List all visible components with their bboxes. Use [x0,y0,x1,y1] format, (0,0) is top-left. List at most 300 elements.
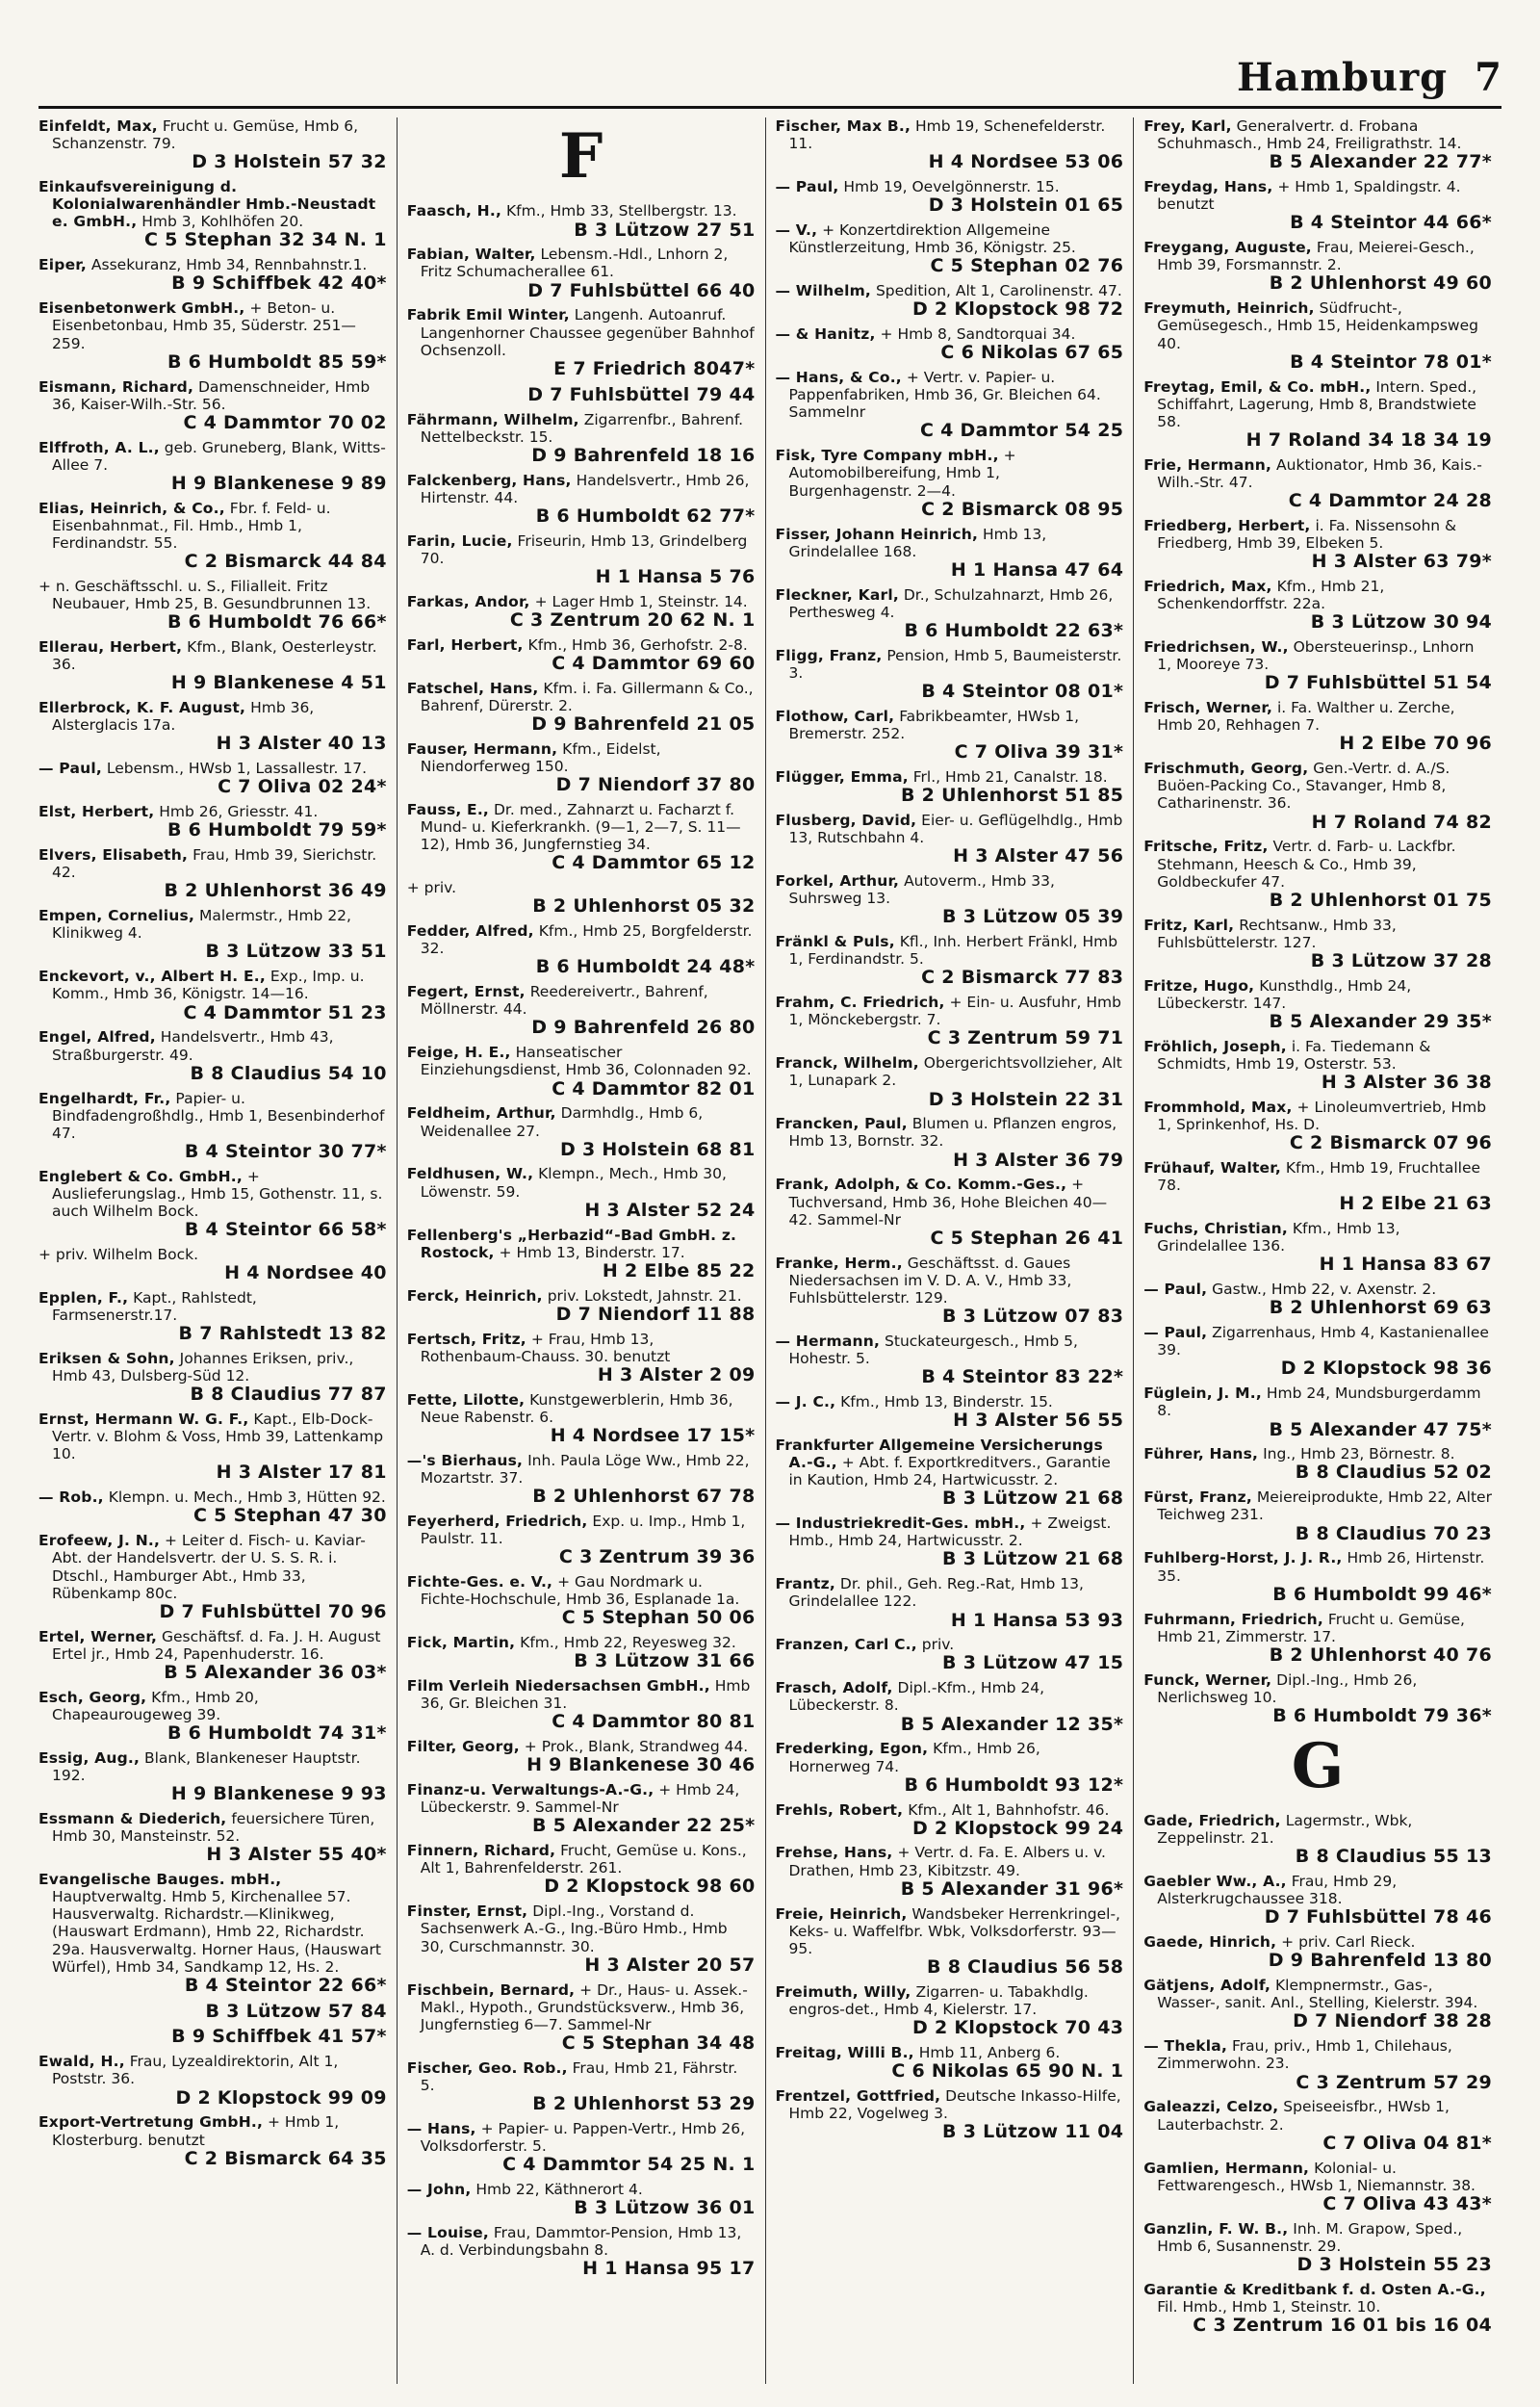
entry-details: Handelsvertr., Hmb 26, Hirtenstr. 44. [420,471,750,506]
entry-details: Eier- u. Geflügelhdlg., Hmb 13, Rutschbahn 4. [788,811,1123,846]
directory-entry [776,221,1124,277]
entry-text [1143,1549,1492,1584]
entry-text [38,1246,387,1263]
entry-text [1143,1611,1492,1645]
entry-text [407,1331,756,1365]
entry-text [776,1333,1124,1367]
directory-entry [776,1514,1124,1570]
entry-text [1143,1933,1492,1951]
entry-phone: B 6 Humboldt 79 36* [1272,1704,1492,1726]
directory-entry [38,1532,387,1622]
entry-details: Frau, priv., Hmb 1, Chilehaus, Zimmerwohn. 23. [1157,2037,1452,2073]
entry-text [776,1679,1124,1714]
entry-name: Esch, Georg, [38,1688,147,1706]
directory-entry [776,586,1124,642]
directory-entry [407,1902,756,1976]
entry-text [776,447,1124,499]
entry-details: Malermstr., Hmb 22, Klinikweg 4. [52,907,351,943]
directory-entry [1143,2037,1492,2093]
entry-phone: C 3 Zentrum 39 36 [558,1546,756,1568]
entry-name: Englebert & Co. GmbH., [38,1167,243,1185]
entry-details: Wandsbeker Herrenkringel-, Keks- u. Waffelfbr. Wbk, Volksdorferstr. 93—95. [788,1904,1120,1957]
entry-phone: B 8 Claudius 54 10 [190,1062,387,1084]
entry-text [776,1054,1124,1089]
entry-text [38,1350,387,1385]
entry-text [38,1168,387,1220]
entry-phone: B 4 Steintor 30 77* [184,1140,387,1162]
entry-phone: H 9 Blankenese 9 93 [170,1783,387,1805]
entry-details: Kapt., Rahlstedt, Farmsenerstr.17. [52,1288,257,1325]
entry-name: Fellenberg's „Herbazid“-Bad GmbH. z. Rostock, [406,1226,737,1261]
entry-name: — & Hanitz, [775,325,876,344]
entry-name: Frisch, Werner, [1143,699,1273,717]
entry-phone: D 3 Holstein 68 81 [559,1138,756,1160]
entry-name: Ellerbrock, K. F. August, [38,699,246,717]
entry-phone: H 3 Alster 40 13 [216,733,387,755]
entry-phone: B 2 Uhlenhorst 51 85 [900,785,1124,807]
entry-name: Einfeldt, Max, [38,117,158,135]
entry-phone: D 7 Fuhlsbüttel 78 46 [1264,1906,1492,1928]
entry-name: Epplen, F., [38,1288,129,1307]
entry-text [776,1801,1124,1819]
entry-text [1143,578,1492,612]
entry-details: + Hmb 8, Sandtorquai 34. [880,325,1076,344]
entry-name: Fauser, Hermann, [406,739,558,758]
entry-details: Klempn., Mech., Hmb 30, Löwenstr. 59. [420,1165,727,1201]
entry-text [407,879,756,896]
entry-phone: C 4 Dammtor 80 81 [552,1711,756,1733]
directory-entry [1143,638,1492,694]
entry-text [776,1636,1124,1653]
column-4 [1133,117,1502,2384]
directory-entry [1143,1977,1492,2032]
directory-entry [407,1104,756,1160]
directory-entry [1143,299,1492,373]
directory-entry [38,299,387,373]
entry-text [776,1436,1124,1488]
entry-phone: C 3 Zentrum 20 62 N. 1 [509,608,756,631]
entry-name: Galeazzi, Celzo, [1143,2098,1279,2116]
directory-entry [1143,699,1492,755]
entry-details: Frau, Meierei-Gesch., Hmb 39, Forsmannstr. 2. [1157,239,1475,274]
entry-phone: D 7 Fuhlsbüttel 51 54 [1264,672,1492,694]
entry-details: + Prok., Blank, Strandweg 44. [524,1738,749,1756]
entry-phone: C 5 Stephan 47 30 [193,1505,387,1527]
directory-entry [407,879,756,918]
entry-text [407,532,756,567]
entry-text [38,439,387,474]
directory-entry [407,1634,756,1672]
directory-entry [1143,517,1492,573]
entry-text [1143,2220,1492,2255]
entry-details: Dr. phil., Geh. Reg.-Rat, Hmb 13, Grindelallee 122. [788,1575,1084,1611]
directory-entry [407,636,756,675]
entry-text [1143,517,1492,552]
entry-phone: D 3 Holstein 01 65 [928,194,1124,217]
entry-phone: B 5 Alexander 22 25* [531,1815,756,1837]
entry-text [776,325,1124,343]
entry-phone: C 7 Oliva 02 24* [218,776,387,798]
entry-text [38,1810,387,1845]
directory-entry [1143,1099,1492,1154]
directory-entry [776,1740,1124,1796]
entry-details: Hauptverwaltg. Hmb 5, Kirchenallee 57. Hausverwaltg. Richardstr.—Klinikweg, (Hauswart Erdmann), Hmb 22, Richardstr. 29a. Hausverwaltg. Horner Haus, (Hauswart Würfel), Hmb 34, Sandkamp 12, Hs. 2. [52,1888,381,1976]
entry-details: Kfl., Inh. Herbert Fränkl, Hmb 1, Ferdinandstr. 5. [788,933,1118,969]
entry-details: Spedition, Alt 1, Carolinenstr. 47. [875,282,1122,300]
directory-entry [407,1287,756,1326]
entry-text [1143,1488,1492,1523]
entry-details: Pension, Hmb 5, Baumeisterstr. 3. [788,646,1122,682]
directory-entry [1143,117,1492,173]
entry-text [1143,1220,1492,1255]
entry-name: Fuhrmann, Friedrich, [1143,1610,1323,1628]
entry-phone: B 5 Alexander 22 77* [1269,151,1492,173]
directory-entry [38,2053,387,2109]
entry-name: — John, [406,2180,472,2198]
entry-details: + Vertr. v. Papier- u. Pappenfabriken, Hmb 36, Gr. Bleichen 64. Sammelnr [788,369,1101,422]
entry-phone: B 3 Lützow 31 66 [574,1650,756,1672]
entry-details: Kunstgewerblerin, Hmb 36, Neue Rabenstr. 6. [420,1390,733,1426]
entry-name: Elias, Heinrich, & Co., [38,499,225,517]
entry-text [38,378,387,413]
entry-details: geb. Gruneberg, Blank, Witts-Allee 7. [52,438,386,474]
entry-phone: C 5 Stephan 32 34 N. 1 [143,229,387,251]
entry-details: Zigarren- u. Tabakhdlg. engros-det., Hmb 4, Kielerstr. 17. [788,1982,1089,2018]
entry-phone: D 2 Klopstock 98 72 [911,298,1124,321]
entry-phone: D 7 Fuhlsbüttel 70 96 [159,1600,387,1622]
entry-phone: C 2 Bismarck 44 84 [184,551,387,573]
directory-entry [38,439,387,495]
entry-text [38,638,387,673]
directory-entry [407,593,756,632]
entry-name: Engelhardt, Fr., [38,1089,171,1107]
directory-entry [407,1513,756,1568]
entry-text [38,500,387,552]
entry-phone: C 5 Stephan 26 41 [930,1227,1124,1249]
entry-phone: H 3 Alster 36 79 [953,1149,1124,1171]
entry-name: Falckenberg, Hans, [406,471,572,489]
entry-name: Führer, Hans, [1143,1445,1259,1463]
entry-text [38,299,387,351]
directory-entry [1143,1281,1492,1319]
directory-entry [38,1246,387,1284]
entry-name: Farl, Herbert, [406,635,524,654]
entry-text [407,1104,756,1139]
entry-phone: B 3 Lützow 30 94 [1310,611,1492,634]
entry-phone: B 6 Humboldt 22 63* [904,619,1124,641]
entry-name: Fedder, Alfred, [406,922,534,941]
entry-name: Gade, Friedrich, [1143,1812,1281,1830]
entry-name: Friedrichsen, W., [1143,638,1289,656]
directory-entry [407,1331,756,1386]
entry-name: Empen, Cornelius, [38,907,195,925]
directory-entry [407,472,756,528]
entry-phone: B 3 Lützow 27 51 [574,219,756,241]
entry-phone: H 3 Alster 63 79* [1311,551,1492,573]
entry-name: Film Verleih Niedersachsen GmbH., [406,1677,710,1695]
entry-phone: D 3 Holstein 55 23 [1296,2253,1492,2275]
entry-name: —'s Bierhaus, [406,1451,524,1469]
entry-phone: H 3 Alster 47 56 [953,845,1124,867]
entry-details: Rechtsanw., Hmb 33, Fuhlsbüttelerstr. 127. [1157,916,1397,951]
entry-phone: C 2 Bismarck 64 35 [184,2147,387,2169]
directory-entry [776,1176,1124,1249]
entry-name: Enckevort, v., Albert H. E., [38,968,266,986]
entry-text [38,760,387,777]
entry-details: Dipl.-Ing., Hmb 26, Nerlichsweg 10. [1157,1670,1418,1706]
entry-name: — Paul, [1143,1324,1208,1342]
entry-phone: H 3 Alster 36 38 [1321,1072,1492,1094]
directory-entry [776,708,1124,764]
directory-entry [38,2002,387,2023]
entry-details: Hmb 22, Käthnerort 4. [475,2180,643,2198]
entry-details: Autoverm., Hmb 33, Suhrsweg 13. [788,871,1055,908]
entry-phone: B 3 Lützow 11 04 [942,2121,1124,2143]
directory-entry [38,1488,387,1527]
entry-name: Franke, Herm., [775,1254,903,1272]
entry-text [38,117,387,152]
directory-entry [407,532,756,588]
entry-text [407,1165,756,1200]
entry-text [407,1391,756,1426]
directory-entry [1143,2281,1492,2337]
entry-phone: C 4 Dammtor 54 25 [919,420,1124,442]
entry-name: — Paul, [775,178,839,196]
directory-entry [776,768,1124,807]
entry-details: Kfm., Blank, Oesterleystr. 36. [52,638,377,674]
entry-phone: B 3 Lützow 21 68 [942,1488,1124,1510]
entry-phone: C 4 Dammtor 69 60 [552,652,756,674]
entry-text [407,1677,756,1712]
entry-text [407,922,756,957]
entry-phone: B 2 Uhlenhorst 67 78 [532,1486,756,1508]
entry-text [1143,977,1492,1012]
entry-text [407,2224,756,2259]
entry-text [1143,1281,1492,1298]
entry-phone: B 4 Steintor 83 22* [921,1366,1124,1388]
entry-name: Frankfurter Allgemeine Versicherungs A.-G., [775,1436,1103,1472]
entry-text [1143,1324,1492,1359]
entry-name: Fichte-Ges. e. V., [406,1573,553,1592]
entry-name: — Hermann, [775,1332,881,1350]
directory-entry [407,2059,756,2115]
entry-details: Lebensm., HWsb 1, Lassallestr. 17. [106,760,368,778]
entry-phone: H 1 Hansa 47 64 [950,558,1124,581]
entry-text [776,933,1124,968]
entry-text [776,526,1124,560]
entry-details: Geschäftsst. d. Gaues Niedersachsen im V. D. A. V., Hmb 33, Fuhlsbüttelerstr. 129. [788,1254,1072,1307]
entry-name: Eiper, [38,256,87,274]
entry-details: Inh. Paula Löge Ww., Hmb 22, Mozartstr. 37. [420,1451,750,1487]
entry-text [1143,117,1492,152]
entry-details: i. Fa. Tiedemann & Schmidts, Hmb 19, Osterstr. 53. [1157,1037,1431,1073]
entry-details: + Frau, Hmb 13, Rothenbaum-Chauss. 30. benutzt [420,1330,671,1365]
entry-details: Deutsche Inkasso-Hilfe, Hmb 22, Vogelweg 3. [788,2086,1121,2122]
entry-name: Gaebler Ww., A., [1143,1873,1287,1891]
entry-text [38,578,387,612]
entry-name: Export-Vertretung GmbH., [38,2113,264,2132]
entry-name: Frank, Adolph, & Co. Komm.-Ges., [775,1176,1067,1194]
entry-text [1143,1385,1492,1419]
entry-details: Lebensm.-Hdl., Lnhorn 2, Fritz Schumacherallee 61. [420,246,729,281]
entry-details: Blank, Blankeneser Hauptstr. 192. [52,1748,361,1784]
directory-entry [776,1333,1124,1388]
entry-phone: B 4 Steintor 66 58* [184,1219,387,1241]
entry-name: Fleckner, Karl, [775,585,899,604]
entry-phone: B 3 Lützow 37 28 [1310,949,1492,971]
entry-details: Hmb 24, Mundsburgerdamm 8. [1157,1385,1481,1420]
entry-phone: H 7 Roland 34 18 34 19 [1245,428,1492,451]
entry-details: + Abt. f. Exportkreditvers., Garantie in Kaution, Hmb 24, Hartwicusstr. 2. [788,1454,1111,1489]
entry-text [38,1411,387,1462]
entry-name: Elvers, Elisabeth, [38,846,189,865]
entry-phone: H 3 Alster 2 09 [597,1363,756,1385]
entry-name: Fabrik Emil Winter, [406,306,570,324]
entry-text [776,1905,1124,1957]
entry-details: + Tuchversand, Hmb 36, Hohe Bleichen 40—42. Sammel-Nr [788,1176,1108,1229]
entry-details: + Automobilbereifung, Hmb 1, Burgenhagenstr. 2—4. [788,447,1016,500]
entry-details: Hmb 36, Gr. Bleichen 31. [420,1677,751,1713]
entry-phone: B 2 Uhlenhorst 69 63 [1269,1297,1492,1319]
entry-name: Franck, Wilhelm, [775,1054,919,1073]
entry-details: Frucht, Gemüse u. Kons., Alt 1, Bahrenfelderstr. 261. [420,1842,747,1877]
entry-text [1143,1159,1492,1194]
entry-phone: C 2 Bismarck 07 96 [1289,1132,1492,1154]
entry-name: Fischer, Max B., [775,117,911,135]
entry-name: Farkas, Andor, [406,592,530,610]
directory-entry [776,1255,1124,1328]
entry-name: Fuhlberg-Horst, J. J. R., [1143,1549,1343,1567]
entry-phone: B 6 Humboldt 74 31* [167,1721,387,1744]
entry-text [776,117,1124,152]
entry-text [1143,2281,1492,2316]
entry-phone: B 9 Schiffbek 42 40* [171,272,387,295]
entry-name: Fick, Martin, [406,1634,516,1652]
entry-name: Freimuth, Willy, [775,1982,911,2001]
entry-details: Kfm., Hmb 36, Gerhofstr. 2-8. [527,635,748,654]
entry-name: Frentzel, Gottfried, [775,2086,941,2105]
entry-details: Kfm., Hmb 33, Stellbergstr. 13. [505,202,737,220]
entry-text [407,472,756,506]
entry-text [1143,638,1492,673]
entry-phone: B 5 Alexander 36 03* [164,1661,387,1683]
entry-text [776,812,1124,846]
entry-phone: B 6 Humboldt 62 77* [535,505,756,527]
entry-name: Frantz, [775,1575,835,1593]
directory-entry [1143,239,1492,295]
directory-entry [776,1844,1124,1900]
directory-entry [407,1781,756,1837]
directory-entry [407,922,756,978]
entry-text [38,1749,387,1784]
entry-details: + Hmb 13, Binderstr. 17. [499,1243,685,1261]
entry-phone: H 2 Elbe 85 22 [602,1259,756,1281]
entry-phone: H 1 Hansa 5 76 [595,565,756,587]
entry-text [776,768,1124,786]
entry-details: Hmb 26, Griesstr. 41. [159,803,319,821]
entry-phone: C 4 Dammtor 24 28 [1288,489,1492,511]
entry-details: Südfrucht-, Gemüsegesch., Hmb 15, Heidenkampsweg 40. [1157,299,1478,352]
directory-entry [1143,1220,1492,1276]
entry-phone: B 6 Humboldt 79 59* [167,819,387,841]
entry-name: Evangelische Bauges. mbH., [38,1871,282,1888]
entry-name: Frie, Hermann, [1143,455,1272,474]
entry-name: — V., [775,221,818,240]
directory-entry [38,2113,387,2169]
entry-details: Frucht u. Gemüse, Hmb 21, Zimmerstr. 17. [1157,1610,1465,1645]
entry-phone: C 5 Stephan 34 48 [561,2032,756,2054]
page-header [38,46,1502,100]
entry-details: Exp., Imp. u. Komm., Hmb 36, Königstr. 14—16. [52,968,365,1003]
directory-entry [38,1289,387,1345]
column-3 [765,117,1134,2384]
entry-phone: D 7 Fuhlsbüttel 66 40 [527,279,756,301]
directory-entry [1143,178,1492,234]
entry-details: Hmb 11, Anberg 6. [918,2043,1061,2061]
entry-phone: B 3 Lützow 05 39 [942,906,1124,928]
entry-phone: H 3 Alster 17 81 [216,1462,387,1484]
entry-details: Kfm., Hmb 13, Binderstr. 15. [840,1392,1053,1411]
entry-details: + Linoleumvertrieb, Hmb 1, Sprinkenhof, Hs. D. [1157,1098,1487,1134]
directory-entry [1143,1549,1492,1605]
entry-text [407,1044,756,1078]
entry-details: + Zweigst. Hmb., Hmb 24, Hartwicusstr. 2. [788,1514,1112,1550]
entry-name: Freydag, Hans, [1143,178,1273,196]
directory-entry [776,178,1124,217]
entry-details: Kfm., Alt 1, Bahnhofstr. 46. [908,1800,1110,1819]
directory-entry [1143,1445,1492,1484]
entry-phone: B 2 Uhlenhorst 40 76 [1269,1643,1492,1666]
directory-entry [38,1168,387,1241]
entry-phone: B 2 Uhlenhorst 01 75 [1269,889,1492,911]
entry-details: Speiseeisfbr., HWsb 1, Lauterbachstr. 2. [1157,2098,1450,2134]
entry-name: Flügger, Emma, [775,767,909,786]
entry-details: Frau, Hmb 21, Fährstr. 5. [420,2058,738,2094]
section-letter: F [558,120,603,193]
entry-name: Fröhlich, Joseph, [1143,1037,1287,1055]
entry-text [38,907,387,942]
directory-entry [1143,2098,1492,2154]
directory-entry [776,1575,1124,1631]
entry-phone: D 2 Klopstock 98 36 [1280,1358,1492,1380]
entry-name: Einkaufsvereinigung d. Kolonialwarenhändler Hmb.-Neustadt e. GmbH., [38,178,376,231]
entry-phone: H 4 Nordsee 40 [224,1262,387,1284]
entry-details: Frau, Hmb 39, Sierichstr. 42. [52,846,377,882]
entry-text [38,2053,387,2087]
entry-name: Freie, Heinrich, [775,1904,908,1923]
entry-name: Fisk, Tyre Company mbH., [775,447,999,465]
entry-text [776,221,1124,256]
entry-text [776,2044,1124,2061]
entry-details: Lagermstr., Wbk, Zeppelinstr. 21. [1157,1812,1413,1848]
entry-text [407,1573,756,1608]
directory-entry [776,933,1124,989]
directory-entry [38,1689,387,1745]
entry-name: Ellerau, Herbert, [38,638,183,656]
entry-details: + Konzertdirektion Allgemeine Künstlerzeitung, Hmb 36, Königstr. 25. [788,221,1076,257]
entry-name: Frahm, C. Friedrich, [775,994,945,1012]
entry-text [1143,1445,1492,1462]
entry-text [407,1842,756,1876]
entry-name: Fürst, Franz, [1143,1488,1252,1507]
entry-details: Kfm., Hmb 22, Reyesweg 32. [520,1634,736,1652]
entry-details: + Lager Hmb 1, Steinstr. 14. [534,592,748,610]
directory-entry [38,178,387,251]
directory-entry [776,282,1124,321]
entry-phone: D 9 Bahrenfeld 13 80 [1268,1950,1492,1972]
entry-name: Feige, H. E., [406,1044,511,1062]
entry-phone: D 2 Klopstock 98 60 [544,1876,756,1898]
